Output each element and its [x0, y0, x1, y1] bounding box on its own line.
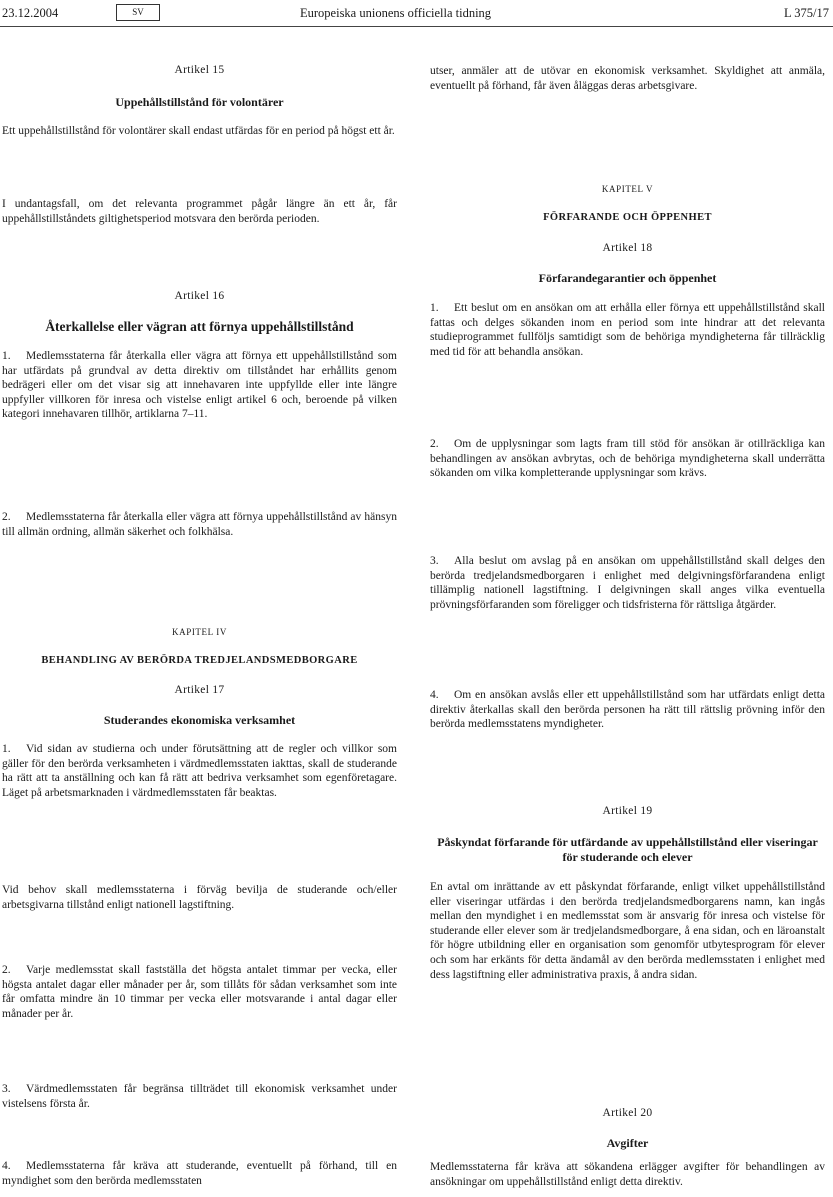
- article-16-label: Artikel 16: [174, 290, 225, 302]
- article-15-title: Uppehållstillstånd för volontärer: [115, 95, 284, 109]
- article-19-label: Artikel 19: [602, 805, 653, 817]
- language-code-box: SV: [116, 4, 160, 21]
- article-18-paragraph-3: [430, 554, 825, 612]
- article-15-paragraph-2: I undantagsfall, om det relevanta programmet pågår längre än ett år, får uppehållstillståndets giltighetsperiod motsvara den berörda perioden.: [2, 198, 397, 225]
- article-20-label: Artikel 20: [602, 1107, 653, 1119]
- article-17-label: Artikel 17: [174, 684, 225, 696]
- paragraph-number: 3.: [430, 555, 439, 567]
- paragraph-number: 2.: [2, 964, 11, 976]
- article-18-paragraph-2: [430, 437, 825, 481]
- header-rule: [0, 26, 833, 27]
- paragraph-number: 3.: [2, 1083, 11, 1095]
- paragraph-text: Medlemsstaterna får återkalla eller vägra att förnya uppehållstillstånd av hänsyn till allmän ordning, allmän säkerhet och folkhälsa.: [2, 511, 397, 538]
- paragraph-number: 1.: [430, 302, 439, 314]
- paragraph-text: Medlemsstaterna får återkalla eller vägra att förnya ett uppehållstillstånd som har utfärdats på grundval av detta direktiv om tillståndet har erhållits genom bedrägeri eller om det visar sig att innehavaren inte uppfyllde eller inte längre uppfyller villkoren för inresa och vistelse enligt artikel 6 och, beroende på vilken kategori innehavaren tillhör, artiklarna 7–11.: [2, 350, 397, 421]
- article-15-paragraph-1: Ett uppehållstillstånd för volontärer skall endast utfärdas för en period på högst ett år.: [2, 125, 395, 137]
- article-18-label: Artikel 18: [602, 242, 653, 254]
- paragraph-text: Värdmedlemsstaten får begränsa tillträdet till ekonomisk verksamhet under vistelsens första år.: [2, 1083, 397, 1110]
- journal-title: Europeiska unionens officiella tidning: [300, 6, 492, 20]
- page-header: [0, 0, 833, 26]
- paragraph-text: Medlemsstaterna får kräva att studerande, eventuellt på förhand, till en myndighet som den berörda medlemsstaten: [2, 1160, 397, 1187]
- article-17-paragraph-1: [2, 742, 397, 800]
- paragraph-number: 4.: [430, 689, 439, 701]
- header-date: 23.12.2004: [2, 6, 59, 20]
- chapter-5-title: FÖRFARANDE OCH ÖPPENHET: [543, 212, 712, 223]
- chapter-4-title: BEHANDLING AV BERÖRDA TREDJELANDSMEDBORGARE: [41, 655, 358, 666]
- paragraph-text: Om en ansökan avslås eller ett uppehållstillstånd som har utfärdats enligt detta direktiv återkallas skall den berörda personen ha rätt till rättslig prövning inför den berörda medlemsstatens myndigheter.: [430, 689, 825, 731]
- paragraph-number: 1.: [2, 350, 11, 362]
- article-16-paragraph-2: [2, 510, 397, 539]
- page-reference: L 375/17: [783, 6, 829, 20]
- article-20-paragraph-1: Medlemsstaterna får kräva att sökandena erlägger avgifter för behandlingen av ansökningar om uppehållstillstånd enligt detta direktiv.: [430, 1161, 825, 1188]
- paragraph-text: Om de upplysningar som lagts fram till stöd för ansökan är otillräckliga kan behandlingen av ansökan avbrytas, och de behöriga myndigheterna skall underrätta sökanden om vilka kompletterande upplysningar som krävs.: [430, 438, 825, 480]
- article-17-paragraph-2: [2, 963, 397, 1021]
- article-15-label: Artikel 15: [174, 64, 225, 76]
- chapter-5-label: KAPITEL V: [601, 184, 654, 194]
- paragraph-text: Vid sidan av studierna och under förutsättning att de regler och villkor som gäller för den berörda verksamheten i värdmedlemsstaten iakttas, skall de studerande ha rätt att ta anställning och kan få rätt att bedriva verksamhet som egenföretagare. Läget på arbetsmarknaden i värdmedlemsstaten får beaktas.: [2, 743, 397, 799]
- article-19-paragraph-1: En avtal om inrättande av ett påskyndat förfarande, enligt vilket uppehållstillstånd eller viseringar utfärdas i den berörda tredjelandsmedborgarens namn, kan ingås mellan den myndighet i en medlemsstat som är ansvarig för inresa och vistelse för studerande eller elever som är tredjelandsmedborgare, å ena sidan, och en läroanstalt för högre utbildning eller en organisation som genomför utbytesprogram för elever och som har erkänts för detta ändamål av den berörda medlemsstaten i enlighet med dess lagstiftning eller administrativa praxis, å andra sidan.: [430, 881, 825, 981]
- paragraph-number: 2.: [2, 511, 11, 523]
- article-18-paragraph-4: [430, 688, 825, 732]
- article-16-paragraph-1: [2, 349, 397, 422]
- article-19-title: Påskyndat förfarande för utfärdande av uppehållstillstånd eller viseringar för studerande och elever: [437, 835, 818, 864]
- article-17-paragraph-4: [2, 1159, 397, 1188]
- article-17-continuation: utser, anmäler att de utövar en ekonomisk verksamhet. Skyldighet att anmäla, eventuellt på förhand, får även åläggas deras arbetsgivare.: [430, 65, 825, 92]
- chapter-4-label: KAPITEL IV: [172, 627, 227, 637]
- article-17-paragraph-3: [2, 1082, 397, 1111]
- paragraph-number: 4.: [2, 1160, 11, 1172]
- paragraph-text: Ett beslut om en ansökan om att erhålla eller förnya ett uppehållstillstånd skall fattas och delges sökanden inom en period som inte hindrar att det relevanta studieprogrammet fullföljs samtidigt som de behöriga myndigheterna får tillräcklig med tid för att behandla ansökan.: [430, 302, 825, 358]
- article-17-paragraph-1b: Vid behov skall medlemsstaterna i förväg bevilja de studerande och/eller arbetsgivarna tillstånd enligt nationell lagstiftning.: [2, 884, 397, 911]
- article-16-title: Återkallelse eller vägran att förnya uppehållstillstånd: [45, 319, 354, 334]
- paragraph-text: Alla beslut om avslag på en ansökan om uppehållstillstånd skall delges den berörda tredjelandsmedborgaren i enlighet med delgivningsförfarandena enligt tillämplig nationell lagstiftning. I delgivningen skall anges vilka eventuella prövningsförfaranden som föreligger och tidsfristerna för rättsliga åtgärder.: [430, 555, 825, 611]
- article-18-title: Förfarandegarantier och öppenhet: [538, 271, 717, 285]
- article-20-title: Avgifter: [606, 1136, 649, 1150]
- paragraph-text: Varje medlemsstat skall fastställa det högsta antalet timmar per vecka, eller högsta antalet dagar eller månader per år, som tillåts för sådan verksamhet som inte får omfatta mindre än 10 timmar per vecka eller motsvarande i antal dagar eller månader per år.: [2, 964, 397, 1020]
- article-18-paragraph-1: [430, 301, 825, 359]
- paragraph-number: 1.: [2, 743, 11, 755]
- paragraph-number: 2.: [430, 438, 439, 450]
- article-17-title: Studerandes ekonomiska verksamhet: [103, 713, 296, 727]
